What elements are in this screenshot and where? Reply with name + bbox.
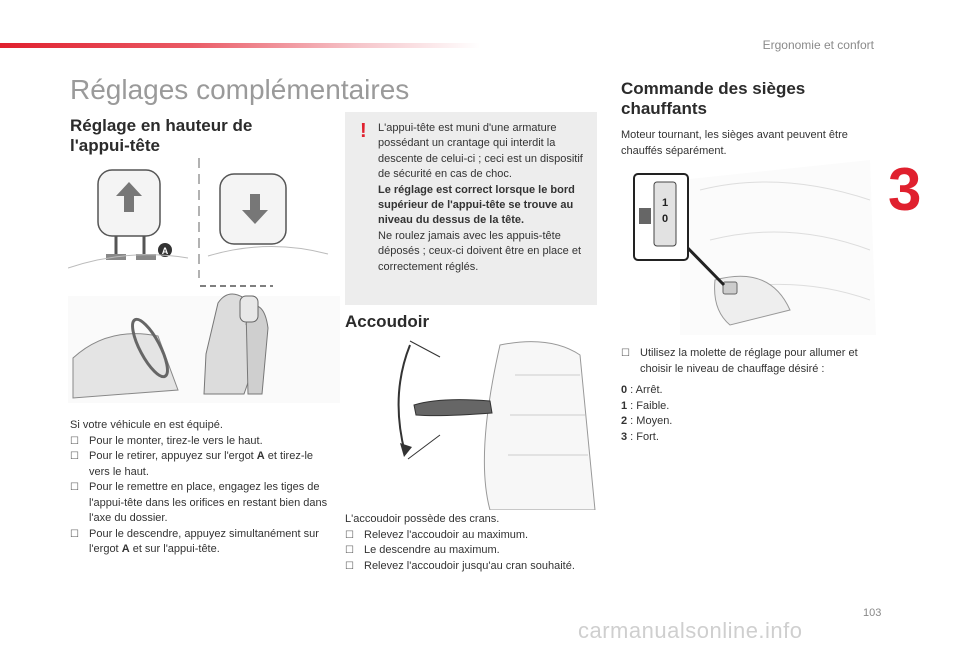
warning-paragraph-3: Ne roulez jamais avec les appuis-tête déposés ; ceux-ci doivent être en place et correctement réglés.	[378, 229, 582, 273]
armrest-step-2: ☐ Le descendre au maximum.	[345, 543, 603, 559]
dial-label-0: 0	[661, 213, 669, 225]
label-a: A	[161, 246, 169, 256]
seat-heat-icon	[639, 208, 651, 224]
headrest-instructions	[70, 418, 328, 558]
heating-level-3	[621, 430, 821, 446]
heated-seat-illustration	[620, 160, 876, 335]
heating-level-0	[621, 383, 821, 399]
page-number: 103	[863, 607, 882, 619]
headrest-step-4	[70, 527, 328, 558]
section-title: Ergonomie et confort	[762, 38, 874, 52]
heating-level-2-num: 2	[621, 415, 628, 427]
heated-seats-heading-line1: Commande des sièges	[621, 79, 806, 98]
heating-level-1	[621, 399, 821, 415]
heating-level-3-label: : Fort.	[627, 430, 659, 443]
headrest-step-4-post: et sur l'appui-tête.	[129, 543, 220, 555]
headrest-step-2-pre: Pour le retirer, appuyez sur l'ergot	[89, 450, 257, 462]
heating-level-0-label: : Arrêt.	[627, 384, 663, 396]
heating-levels-list	[621, 383, 821, 445]
heated-seats-intro: Moteur tournant, les sièges avant peuvent être chauffés séparément.	[621, 129, 848, 157]
heating-level-0-num: 0	[621, 384, 628, 396]
headrest-intro: Si votre véhicule en est équipé.	[70, 419, 223, 431]
heating-level-2-label: : Moyen.	[627, 415, 673, 427]
armrest-heading: Accoudoir	[345, 312, 430, 331]
headrest-step-2-post: et tirez-le vers le haut.	[89, 450, 314, 478]
heating-level-1-num: 1	[621, 399, 628, 412]
headrest-step-4-pre: Pour le descendre, appuyez simultanément sur l'ergot	[89, 527, 319, 555]
watermark: carmanualsonline.info	[578, 618, 803, 643]
headrest-heading	[70, 116, 330, 156]
heating-level-1-label: : Faible.	[627, 399, 670, 412]
headrest-step-4-bold: A	[121, 543, 130, 555]
armrest-shape	[414, 400, 492, 416]
seat-control-location	[723, 282, 737, 294]
arrow-down-icon	[400, 443, 412, 457]
heated-seats-heading	[621, 79, 861, 119]
headrest-step-2	[70, 449, 328, 480]
armrest-travel-arc	[399, 345, 410, 453]
warning-paragraph-1: L'appui-tête est muni d'une armature possédant un crantage qui interdit la descente de celui-ci ; ceci est un dispositif de sécurité en cas de choc.	[378, 122, 583, 181]
headrest-illustration	[68, 158, 340, 403]
headrest-step-3: ☐ Pour le remettre en place, engagez les tiges de l'appui-tête dans les orifices en restant bien dans l'axe du dossier.	[70, 480, 328, 527]
armrest-intro: L'accoudoir possède des crans.	[345, 513, 500, 525]
seat-back-shape	[484, 342, 595, 510]
headrest-step-1: ☐ Pour le monter, tirez-le vers le haut.	[70, 434, 328, 450]
warning-text	[378, 121, 591, 275]
warning-paragraph-2: Le réglage est correct lorsque le bord supérieur de l'appui-tête se trouve au niveau du dessus de la tête.	[378, 183, 575, 227]
header-accent-bar	[0, 43, 480, 48]
warning-icon: !	[360, 120, 367, 142]
chapter-number: 3	[888, 156, 922, 223]
heating-level-3-num: 3	[621, 430, 628, 443]
heated-seats-instruction: ☐ Utilisez la molette de réglage pour allumer et choisir le niveau de chauffage désiré :	[621, 346, 871, 377]
headrest-step-2-bold: A	[256, 450, 265, 462]
armrest-instructions	[345, 512, 603, 574]
heated-seats-step-1	[621, 346, 871, 377]
heating-level-2	[621, 414, 821, 430]
armrest-illustration	[380, 335, 600, 510]
armrest-step-1: ☐ Relevez l'accoudoir au maximum.	[345, 528, 603, 544]
page-title: Réglages complémentaires	[70, 74, 410, 105]
headrest-in-car-shape	[240, 296, 258, 322]
dial-label-1: 1	[661, 197, 669, 209]
headrest-heading-line2: l'appui-tête	[70, 136, 160, 155]
heated-seats-heading-line2: chauffants	[621, 99, 707, 118]
headrest-heading-line1: Réglage en hauteur de	[70, 116, 253, 135]
armrest-step-3: ☐ Relevez l'accoudoir jusqu'au cran souhaité.	[345, 559, 603, 575]
